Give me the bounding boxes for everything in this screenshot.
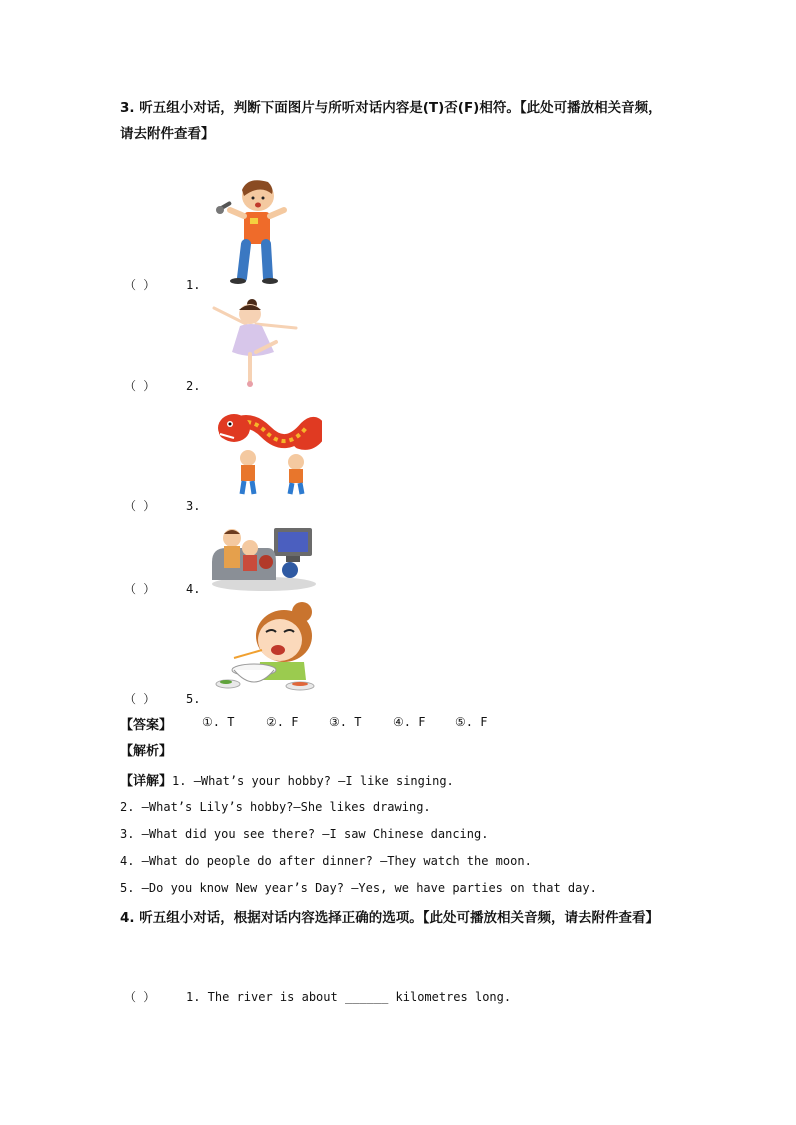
answer-blank[interactable]: （ ） [124,379,156,393]
q4-item-1-text: 1. The river is about ______ kilometres long. [186,990,512,1004]
dragon-dance-image [216,402,322,496]
girl-eating-rice-image [214,600,324,696]
analysis-line-2: 2. —What’s Lily’s hobby?—She likes drawing. [120,800,431,814]
q4-item-1 [124,988,511,1005]
answer-5: ⑤. F [455,715,488,729]
family-watching-tv-image [210,518,318,592]
question-3-instruction-line1: 3. 听五组小对话，判断下面图片与所听对话内容是(T)否(F)相符。【此处可播放相关音频， [120,100,662,116]
q3-item-2 [124,377,200,394]
q3-item-1 [124,276,200,293]
q3-item-5 [124,690,200,707]
analysis-line-5: 5. —Do you know New year’s Day? —Yes, we have parties on that day. [120,881,597,895]
boy-singing-image [208,176,292,286]
answer-2: ②. F [266,715,299,729]
answer-label: 【答案】 [120,718,173,733]
answer-blank[interactable]: （ ） [124,278,156,292]
answer-blank[interactable]: （ ） [124,499,156,513]
analysis-line-4: 4. —What do people do after dinner? —They watch the moon. [120,854,532,868]
question-4-instruction: 4. 听五组小对话，根据对话内容选择正确的选项。【此处可播放相关音频，请去附件查看】 [120,910,659,926]
item-number: 3. [186,499,201,513]
analysis-label: 【解析】 [120,744,173,759]
analysis-line-1 [120,770,454,789]
answer-1: ①. T [202,715,235,729]
answer-3: ③. T [329,715,362,729]
q3-item-3 [124,497,200,514]
answer-blank[interactable]: （ ） [124,990,156,1004]
analysis-line-3: 3. —What did you see there? —I saw Chinese dancing. [120,827,489,841]
question-3-instruction-line2: 请去附件查看】 [120,126,215,142]
item-number: 5. [186,692,201,706]
item-number: 2. [186,379,201,393]
answer-blank[interactable]: （ ） [124,692,156,706]
detail-label: 【详解】 [120,774,173,789]
item-number: 4. [186,582,201,596]
girl-ballet-dancing-image [210,296,302,388]
item-number: 1. [186,278,201,292]
answer-4: ④. F [393,715,426,729]
answer-blank[interactable]: （ ） [124,582,156,596]
q3-item-4 [124,580,200,597]
analysis-line-1-text: 1. —What’s your hobby? —I like singing. [172,774,454,788]
